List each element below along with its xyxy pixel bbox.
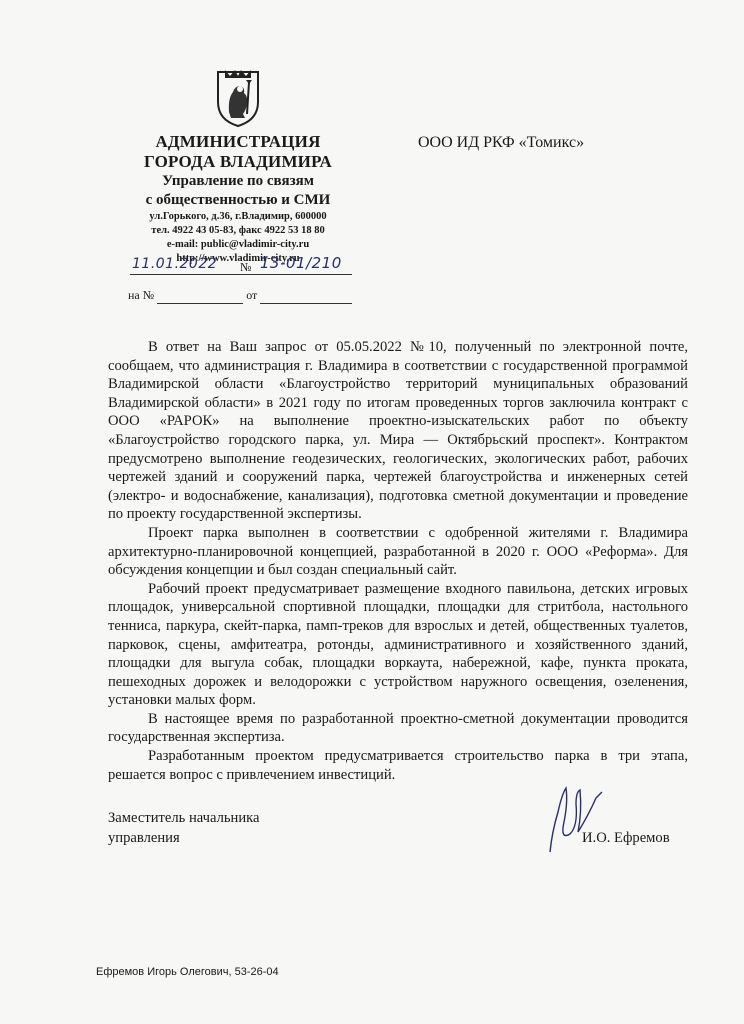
signatory-name: И.О. Ефремов bbox=[582, 830, 670, 846]
outgoing-number-line bbox=[120, 256, 360, 278]
org-name-line1: АДМИНИСТРАЦИЯ bbox=[155, 132, 321, 151]
letter-body bbox=[108, 338, 688, 784]
email: e-mail: public@vladimir-city.ru bbox=[166, 239, 310, 250]
outgoing-underline bbox=[130, 274, 352, 275]
reference-date-blank bbox=[260, 288, 352, 304]
signatory-title-line1: Заместитель начальника bbox=[108, 810, 260, 826]
body-paragraph: Разработанным проектом предусматривается строительство парка в три этапа, решается вопрос с привлечением инвестиций. bbox=[108, 748, 688, 783]
address: ул.Горького, д.36, г.Владимир, 600000 bbox=[149, 211, 327, 222]
footer-contact: Ефремов Игорь Олегович, 53-26-04 bbox=[96, 966, 279, 978]
phones: тел. 4922 43 05-83, факс 4922 53 18 80 bbox=[151, 225, 325, 236]
body-paragraph: Рабочий проект предусматривает размещение входного павильона, детских игровых площадок, универсальной спортивной площадки, площадки для стритбола, настольного тенниса, паркура, скейт-парка, памп-треков для взрослых и детей, общественных туалетов, парковок, сцены, амфитеатра, ротонды, административного и хозяйственного зданий, площадки для выгула собак, площадки воркаута, набережной, кафе, пункта проката, пешеходных дорожек и велодорожки с устройством наружного освещения, озеленения, установки малых форм. bbox=[108, 580, 688, 709]
reference-label: на № bbox=[128, 288, 155, 302]
body-paragraph: В настоящее время по разработанной проектно-сметной документации проводится государственная экспертиза. bbox=[108, 710, 688, 746]
outgoing-date: 11.01.2022 bbox=[132, 256, 218, 272]
letterhead bbox=[118, 68, 358, 266]
reference-from-label: от bbox=[246, 288, 258, 302]
signatory-title-line2: управления bbox=[108, 830, 180, 846]
recipient: ООО ИД РКФ «Томикс» bbox=[418, 134, 585, 151]
dept-name-line2: с общественностью и СМИ bbox=[145, 192, 331, 208]
dept-name-line1: Управление по связям bbox=[162, 173, 314, 189]
org-name-line2: ГОРОДА ВЛАДИМИРА bbox=[143, 152, 332, 171]
outgoing-number: 13-01/210 bbox=[260, 254, 342, 272]
body-paragraph: В ответ на Ваш запрос от 05.05.2022 №10, полученный по электронной почте, сообщаем, что администрация г. Владимира в соответствии с государственной программой Владимирской области «Благоустройство территорий муниципальных образований Владимирской области» в 2021 году по итогам проведенных торгов заключила контракт с ООО «РАРОК» на выполнение проектно-изыскательских работ по объекту «Благоустройство городского парка, ул. Мира — Октябрьский проспект». Контрактом предусмотрено выполнение геодезических, геологических, экологических работ, рабочих чертежей зданий и сооружений парка, чертежей благоустройства и инженерных сетей (электро- и водоснабжение, канализация), подготовка сметной документации и проведение по проекту государственной экспертизы. bbox=[108, 339, 688, 523]
outgoing-no-label: № bbox=[240, 260, 252, 274]
coat-of-arms-icon bbox=[213, 68, 263, 128]
reference-line bbox=[128, 288, 352, 304]
website: http://www.vladimir-city.ru bbox=[176, 253, 300, 264]
body-paragraph: Проект парка выполнен в соответствии с одобренной жителями г. Владимира архитектурно-планировочной концепцией, разработанной в 2020 г. ООО «Реформа». Для обсуждения концепции и был создан специальный сайт. bbox=[108, 524, 688, 579]
signatory-title bbox=[108, 808, 260, 848]
reference-number-blank bbox=[157, 288, 243, 304]
